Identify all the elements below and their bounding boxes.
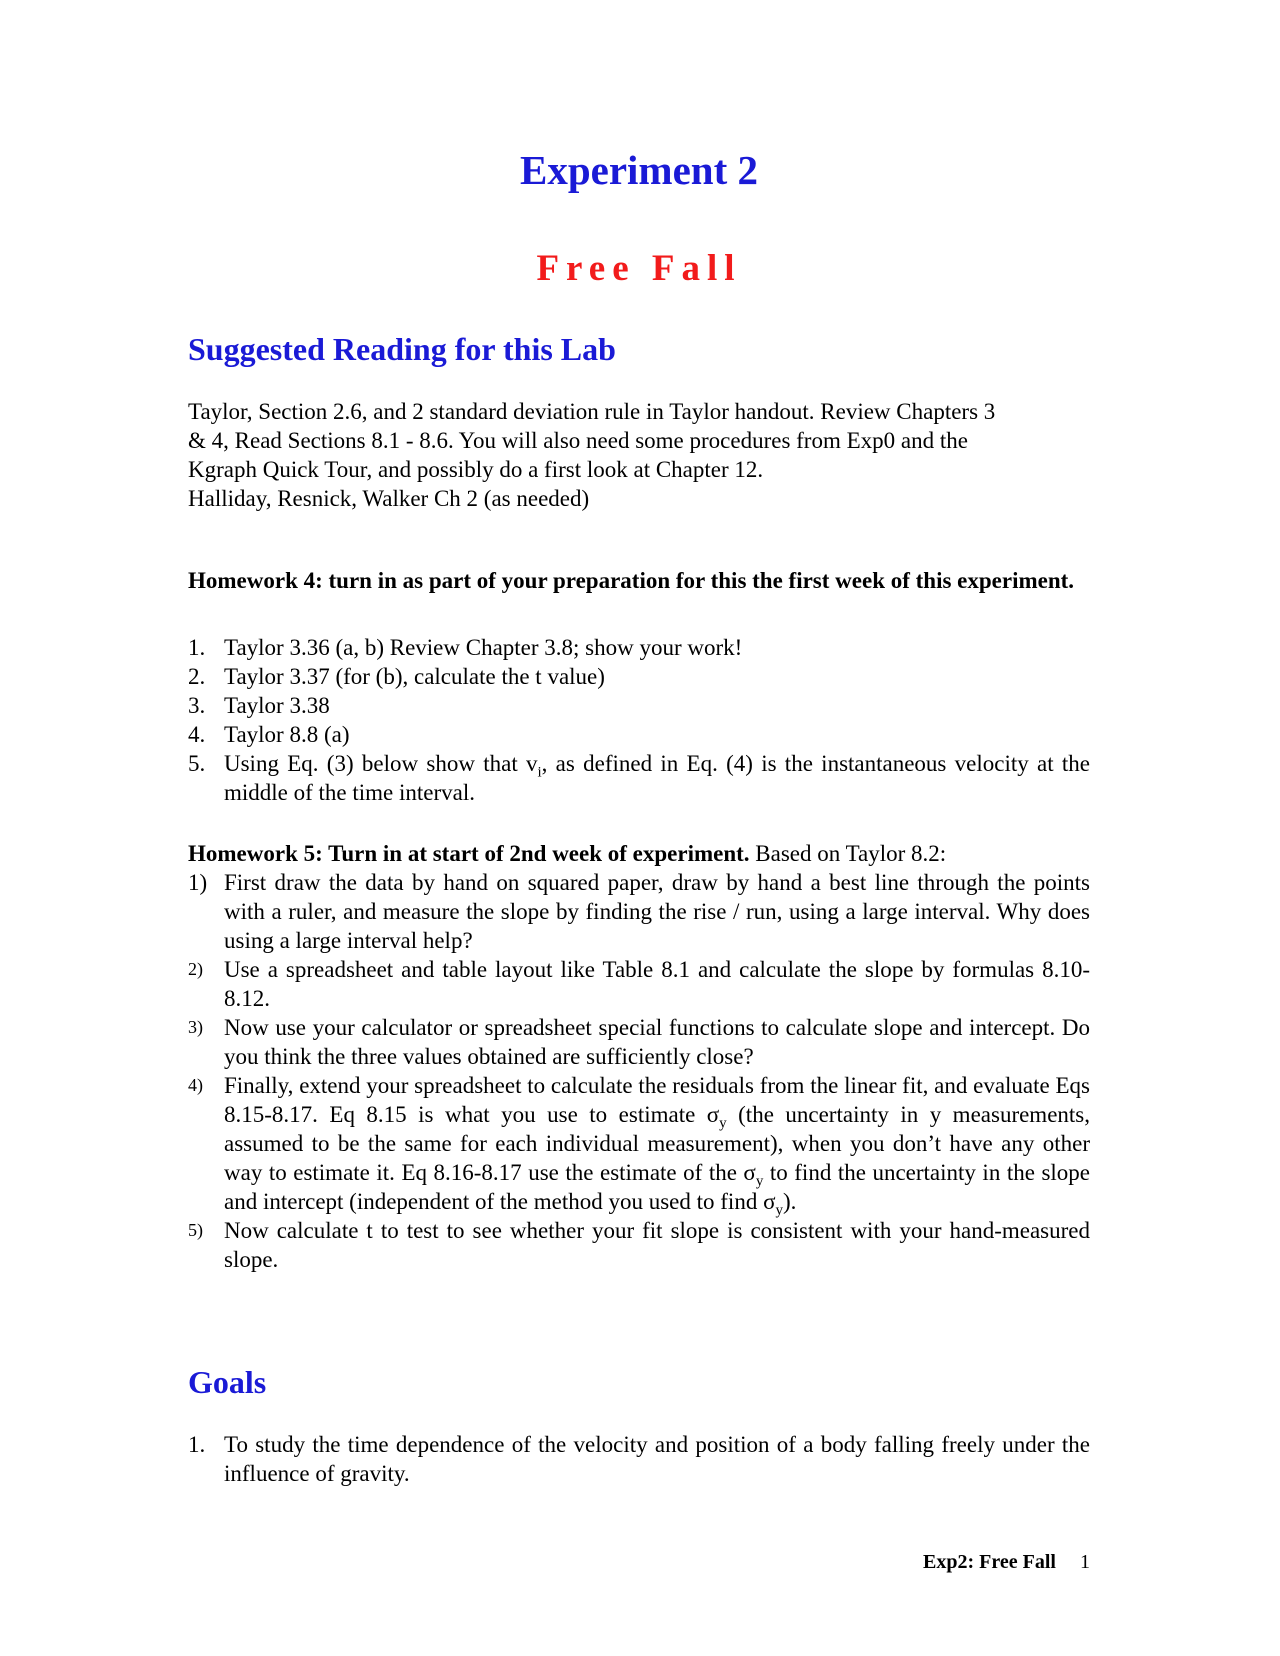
page-number: 1	[1080, 1551, 1090, 1573]
subscript: i	[537, 764, 542, 781]
list-number: 5.	[188, 751, 206, 776]
list-number: 5)	[188, 1220, 203, 1240]
list-item	[188, 720, 1090, 749]
subscript: y	[719, 1115, 727, 1132]
list-text: First draw the data by hand on squared paper, draw by hand a best line through the points with a ruler, and measure the slope by finding the rise / run, using a large interval. Why does using a large interval help?	[224, 870, 1090, 953]
list-text: To study the time dependence of the velocity and position of a body falling freely under the influence of gravity.	[224, 1432, 1090, 1486]
reading-line: Halliday, Resnick, Walker Ch 2 (as needed)	[188, 486, 590, 511]
list-number: 1)	[188, 870, 208, 895]
list-item	[188, 868, 1090, 955]
homework-5-list	[188, 868, 1090, 1274]
list-number: 3.	[188, 693, 206, 718]
subscript: y	[775, 1202, 783, 1219]
list-item	[188, 1013, 1090, 1071]
list-number: 1.	[188, 635, 206, 660]
homework-5-title-bold: Homework 5: Turn in at start of 2nd week of experiment.	[188, 841, 750, 866]
list-item	[188, 1216, 1090, 1274]
page-footer	[188, 1551, 1090, 1574]
list-number: 3)	[188, 1017, 203, 1037]
list-number: 4)	[188, 1075, 203, 1095]
list-item	[188, 1430, 1090, 1488]
homework-5-title-suffix: Based on Taylor 8.2:	[755, 841, 947, 866]
list-number: 2)	[188, 959, 203, 979]
subscript: y	[755, 1173, 764, 1190]
goals-heading: Goals	[188, 1364, 267, 1400]
list-text: (the uncertainty in y measurements, assumed to be the same for each individual measurement), when you don’t have any other way to estimate it. Eq 8.16-8.17 use the estimate of the σ	[224, 1102, 1090, 1185]
list-item	[188, 955, 1090, 1013]
list-item	[188, 749, 1090, 807]
footer-title: Exp2: Free Fall	[923, 1551, 1056, 1573]
goals-list	[188, 1430, 1090, 1488]
list-text: to find the uncertainty in the slope and intercept (independent of the method you used to find σ	[224, 1160, 1091, 1214]
list-item	[188, 1071, 1091, 1219]
list-text: Using Eq. (3) below show that v	[224, 751, 538, 776]
reading-heading: Suggested Reading for this Lab	[188, 331, 616, 367]
reading-line: Kgraph Quick Tour, and possibly do a first look at Chapter 12.	[188, 457, 764, 482]
reading-paragraph	[188, 397, 1090, 513]
list-text: Finally, extend your spreadsheet to calculate the residuals from the linear fit, and evaluate Eqs 8.15-8.17. Eq 8.15 is what you use to estimate σ	[224, 1073, 1090, 1127]
list-text: Use a spreadsheet and table layout like Table 8.1 and calculate the slope by formulas 8.10-8.12.	[224, 957, 1090, 1011]
list-text: Taylor 3.36 (a, b) Review Chapter 3.8; show your work!	[224, 635, 743, 660]
list-number: 4.	[188, 722, 206, 747]
list-item	[188, 691, 1090, 720]
list-number: 2.	[188, 664, 206, 689]
homework-4-title: Homework 4: turn in as part of your preparation for this the first week of this experiment.	[188, 568, 1075, 593]
list-text: Taylor 3.38	[224, 693, 330, 718]
document-subtitle: Free Fall	[536, 248, 742, 289]
list-text: Taylor 3.37 (for (b), calculate the t value)	[224, 664, 605, 689]
list-text: , as defined in Eq. (4) is the instantaneous velocity at the middle of the time interval.	[224, 751, 1090, 805]
reading-line: Taylor, Section 2.6, and 2 standard deviation rule in Taylor handout. Review Chapters 3	[188, 399, 996, 424]
list-item	[188, 662, 1090, 691]
reading-line: & 4, Read Sections 8.1 - 8.6. You will also need some procedures from Exp0 and the	[188, 428, 968, 453]
document-title: Experiment 2	[520, 147, 758, 193]
list-text: Now use your calculator or spreadsheet special functions to calculate slope and intercept. Do you think the three values obtained are sufficiently close?	[224, 1015, 1090, 1069]
list-item	[188, 633, 1090, 662]
homework-4-list	[188, 633, 1090, 807]
list-text: Now calculate t to test to see whether your fit slope is consistent with your hand-measured slope.	[224, 1218, 1090, 1272]
list-text: Taylor 8.8 (a)	[224, 722, 350, 747]
list-number: 1.	[188, 1432, 206, 1457]
list-text: ).	[782, 1189, 797, 1214]
homework-5-title	[188, 839, 1090, 868]
